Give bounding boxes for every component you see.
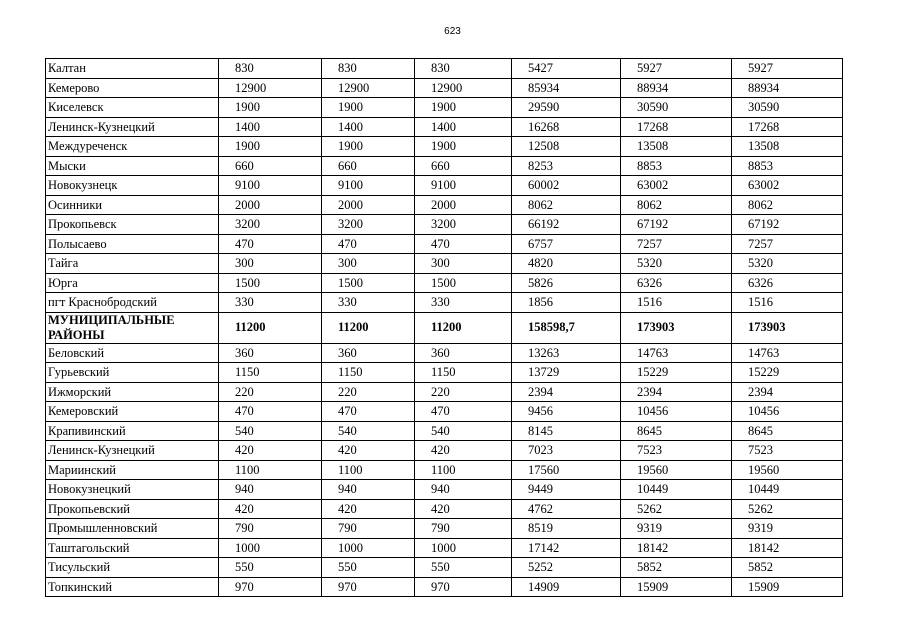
value-cell: 360 xyxy=(219,343,322,363)
value-cell: 940 xyxy=(415,480,512,500)
value-cell: 12900 xyxy=(415,78,512,98)
value-cell: 1516 xyxy=(732,293,843,313)
value-cell: 7257 xyxy=(732,234,843,254)
row-name-cell: Мыски xyxy=(46,156,219,176)
table-body xyxy=(46,59,843,597)
value-cell: 5427 xyxy=(512,59,621,79)
value-cell: 67192 xyxy=(621,215,732,235)
value-cell: 1900 xyxy=(322,98,415,118)
row-name-cell: Тисульский xyxy=(46,558,219,578)
value-cell: 5927 xyxy=(621,59,732,79)
value-cell: 1900 xyxy=(322,137,415,157)
value-cell: 970 xyxy=(322,577,415,597)
value-cell: 1856 xyxy=(512,293,621,313)
table-row xyxy=(46,441,843,461)
value-cell: 7523 xyxy=(621,441,732,461)
value-cell: 1150 xyxy=(322,363,415,383)
value-cell: 19560 xyxy=(621,460,732,480)
value-cell: 10449 xyxy=(621,480,732,500)
row-name-cell: Киселевск xyxy=(46,98,219,118)
value-cell: 550 xyxy=(322,558,415,578)
value-cell: 10456 xyxy=(621,402,732,422)
table-row xyxy=(46,499,843,519)
value-cell: 8645 xyxy=(621,421,732,441)
value-cell: 550 xyxy=(219,558,322,578)
value-cell: 1500 xyxy=(415,273,512,293)
value-cell: 330 xyxy=(219,293,322,313)
value-cell: 1900 xyxy=(219,98,322,118)
row-name-cell: Промышленновский xyxy=(46,519,219,539)
table-row xyxy=(46,480,843,500)
value-cell: 790 xyxy=(415,519,512,539)
table-row xyxy=(46,293,843,313)
value-cell: 220 xyxy=(219,382,322,402)
value-cell: 2394 xyxy=(732,382,843,402)
value-cell: 30590 xyxy=(732,98,843,118)
value-cell: 12900 xyxy=(322,78,415,98)
value-cell: 420 xyxy=(322,441,415,461)
value-cell: 8062 xyxy=(621,195,732,215)
value-cell: 8062 xyxy=(732,195,843,215)
value-cell: 970 xyxy=(415,577,512,597)
value-cell: 1100 xyxy=(219,460,322,480)
value-cell: 9449 xyxy=(512,480,621,500)
value-cell: 1500 xyxy=(219,273,322,293)
table-row xyxy=(46,176,843,196)
row-name-cell: Кемеровский xyxy=(46,402,219,422)
value-cell: 18142 xyxy=(732,538,843,558)
value-cell: 13508 xyxy=(621,137,732,157)
value-cell: 1400 xyxy=(219,117,322,137)
value-cell: 11200 xyxy=(219,312,322,343)
value-cell: 10449 xyxy=(732,480,843,500)
table-row xyxy=(46,254,843,274)
table-row xyxy=(46,519,843,539)
table-row xyxy=(46,460,843,480)
value-cell: 14909 xyxy=(512,577,621,597)
value-cell: 13729 xyxy=(512,363,621,383)
row-name-cell: Беловский xyxy=(46,343,219,363)
value-cell: 67192 xyxy=(732,215,843,235)
value-cell: 830 xyxy=(322,59,415,79)
value-cell: 970 xyxy=(219,577,322,597)
value-cell: 2394 xyxy=(512,382,621,402)
table-row xyxy=(46,312,843,343)
value-cell: 5320 xyxy=(732,254,843,274)
value-cell: 8253 xyxy=(512,156,621,176)
value-cell: 173903 xyxy=(621,312,732,343)
value-cell: 5826 xyxy=(512,273,621,293)
value-cell: 540 xyxy=(415,421,512,441)
row-name-cell: Тайга xyxy=(46,254,219,274)
value-cell: 15909 xyxy=(621,577,732,597)
value-cell: 3200 xyxy=(322,215,415,235)
value-cell: 5927 xyxy=(732,59,843,79)
row-name-cell: Топкинский xyxy=(46,577,219,597)
value-cell: 6326 xyxy=(732,273,843,293)
value-cell: 940 xyxy=(322,480,415,500)
row-name-cell: МУНИЦИПАЛЬНЫЕ РАЙОНЫ xyxy=(46,312,219,343)
value-cell: 2000 xyxy=(219,195,322,215)
value-cell: 5852 xyxy=(732,558,843,578)
page-number: 623 xyxy=(444,26,461,37)
value-cell: 660 xyxy=(322,156,415,176)
value-cell: 14763 xyxy=(621,343,732,363)
value-cell: 18142 xyxy=(621,538,732,558)
row-name-cell: Новокузнецк xyxy=(46,176,219,196)
row-name-cell: Прокопьевск xyxy=(46,215,219,235)
value-cell: 830 xyxy=(415,59,512,79)
value-cell: 173903 xyxy=(732,312,843,343)
value-cell: 9319 xyxy=(621,519,732,539)
row-name-cell: Калтан xyxy=(46,59,219,79)
value-cell: 88934 xyxy=(621,78,732,98)
value-cell: 5262 xyxy=(621,499,732,519)
value-cell: 8853 xyxy=(732,156,843,176)
value-cell: 4762 xyxy=(512,499,621,519)
value-cell: 63002 xyxy=(732,176,843,196)
value-cell: 420 xyxy=(219,441,322,461)
value-cell: 9100 xyxy=(219,176,322,196)
row-name-cell: Ленинск-Кузнецкий xyxy=(46,117,219,137)
value-cell: 8519 xyxy=(512,519,621,539)
value-cell: 16268 xyxy=(512,117,621,137)
value-cell: 1516 xyxy=(621,293,732,313)
row-name-cell: Ижморский xyxy=(46,382,219,402)
value-cell: 330 xyxy=(322,293,415,313)
value-cell: 9456 xyxy=(512,402,621,422)
table-row xyxy=(46,117,843,137)
value-cell: 360 xyxy=(322,343,415,363)
value-cell: 85934 xyxy=(512,78,621,98)
value-cell: 7023 xyxy=(512,441,621,461)
table-row xyxy=(46,577,843,597)
value-cell: 6757 xyxy=(512,234,621,254)
value-cell: 470 xyxy=(322,234,415,254)
value-cell: 790 xyxy=(219,519,322,539)
value-cell: 29590 xyxy=(512,98,621,118)
value-cell: 8062 xyxy=(512,195,621,215)
value-cell: 1150 xyxy=(219,363,322,383)
value-cell: 17142 xyxy=(512,538,621,558)
table-row xyxy=(46,98,843,118)
value-cell: 9100 xyxy=(415,176,512,196)
value-cell: 5320 xyxy=(621,254,732,274)
table-row xyxy=(46,538,843,558)
row-name-cell: Прокопьевский xyxy=(46,499,219,519)
value-cell: 60002 xyxy=(512,176,621,196)
row-name-cell: Гурьевский xyxy=(46,363,219,383)
value-cell: 11200 xyxy=(415,312,512,343)
value-cell: 330 xyxy=(415,293,512,313)
value-cell: 17560 xyxy=(512,460,621,480)
row-name-cell: Юрга xyxy=(46,273,219,293)
value-cell: 8645 xyxy=(732,421,843,441)
value-cell: 1150 xyxy=(415,363,512,383)
row-name-cell: Кемерово xyxy=(46,78,219,98)
value-cell: 1900 xyxy=(415,98,512,118)
value-cell: 470 xyxy=(415,234,512,254)
value-cell: 1000 xyxy=(219,538,322,558)
value-cell: 2000 xyxy=(415,195,512,215)
value-cell: 420 xyxy=(415,499,512,519)
value-cell: 5852 xyxy=(621,558,732,578)
value-cell: 88934 xyxy=(732,78,843,98)
value-cell: 8853 xyxy=(621,156,732,176)
value-cell: 5262 xyxy=(732,499,843,519)
table-row xyxy=(46,137,843,157)
value-cell: 420 xyxy=(322,499,415,519)
value-cell: 12900 xyxy=(219,78,322,98)
value-cell: 17268 xyxy=(732,117,843,137)
value-cell: 7257 xyxy=(621,234,732,254)
value-cell: 1400 xyxy=(415,117,512,137)
row-name-cell: Мариинский xyxy=(46,460,219,480)
value-cell: 540 xyxy=(322,421,415,441)
value-cell: 1900 xyxy=(219,137,322,157)
table-row xyxy=(46,402,843,422)
value-cell: 420 xyxy=(219,499,322,519)
value-cell: 830 xyxy=(219,59,322,79)
row-name-cell: Осинники xyxy=(46,195,219,215)
value-cell: 2000 xyxy=(322,195,415,215)
value-cell: 14763 xyxy=(732,343,843,363)
value-cell: 470 xyxy=(415,402,512,422)
value-cell: 470 xyxy=(219,402,322,422)
value-cell: 1100 xyxy=(415,460,512,480)
value-cell: 420 xyxy=(415,441,512,461)
value-cell: 660 xyxy=(415,156,512,176)
value-cell: 300 xyxy=(322,254,415,274)
table-row xyxy=(46,558,843,578)
value-cell: 940 xyxy=(219,480,322,500)
value-cell: 158598,7 xyxy=(512,312,621,343)
value-cell: 470 xyxy=(322,402,415,422)
value-cell: 3200 xyxy=(219,215,322,235)
table-row xyxy=(46,78,843,98)
value-cell: 470 xyxy=(219,234,322,254)
value-cell: 15229 xyxy=(732,363,843,383)
value-cell: 63002 xyxy=(621,176,732,196)
value-cell: 1000 xyxy=(415,538,512,558)
value-cell: 66192 xyxy=(512,215,621,235)
value-cell: 1900 xyxy=(415,137,512,157)
value-cell: 300 xyxy=(415,254,512,274)
table-row xyxy=(46,273,843,293)
value-cell: 7523 xyxy=(732,441,843,461)
value-cell: 5252 xyxy=(512,558,621,578)
table-row xyxy=(46,382,843,402)
value-cell: 9100 xyxy=(322,176,415,196)
value-cell: 3200 xyxy=(415,215,512,235)
table-row xyxy=(46,156,843,176)
value-cell: 1100 xyxy=(322,460,415,480)
value-cell: 790 xyxy=(322,519,415,539)
value-cell: 13263 xyxy=(512,343,621,363)
value-cell: 550 xyxy=(415,558,512,578)
value-cell: 10456 xyxy=(732,402,843,422)
row-name-cell: Новокузнецкий xyxy=(46,480,219,500)
value-cell: 1000 xyxy=(322,538,415,558)
table-row xyxy=(46,59,843,79)
value-cell: 6326 xyxy=(621,273,732,293)
value-cell: 1400 xyxy=(322,117,415,137)
value-cell: 19560 xyxy=(732,460,843,480)
value-cell: 17268 xyxy=(621,117,732,137)
row-name-cell: Крапивинский xyxy=(46,421,219,441)
value-cell: 30590 xyxy=(621,98,732,118)
table-row xyxy=(46,421,843,441)
value-cell: 4820 xyxy=(512,254,621,274)
value-cell: 8145 xyxy=(512,421,621,441)
table-row xyxy=(46,195,843,215)
value-cell: 220 xyxy=(415,382,512,402)
table-row xyxy=(46,363,843,383)
value-cell: 9319 xyxy=(732,519,843,539)
value-cell: 2394 xyxy=(621,382,732,402)
value-cell: 13508 xyxy=(732,137,843,157)
table-row xyxy=(46,215,843,235)
table-row xyxy=(46,343,843,363)
value-cell: 11200 xyxy=(322,312,415,343)
value-cell: 360 xyxy=(415,343,512,363)
value-cell: 15229 xyxy=(621,363,732,383)
row-name-cell: Полысаево xyxy=(46,234,219,254)
value-cell: 220 xyxy=(322,382,415,402)
row-name-cell: Таштагольский xyxy=(46,538,219,558)
value-cell: 300 xyxy=(219,254,322,274)
data-table xyxy=(45,58,843,597)
value-cell: 660 xyxy=(219,156,322,176)
row-name-cell: Ленинск-Кузнецкий xyxy=(46,441,219,461)
row-name-cell: пгт Краснобродский xyxy=(46,293,219,313)
table-row xyxy=(46,234,843,254)
value-cell: 15909 xyxy=(732,577,843,597)
value-cell: 12508 xyxy=(512,137,621,157)
row-name-cell: Междуреченск xyxy=(46,137,219,157)
value-cell: 540 xyxy=(219,421,322,441)
value-cell: 1500 xyxy=(322,273,415,293)
